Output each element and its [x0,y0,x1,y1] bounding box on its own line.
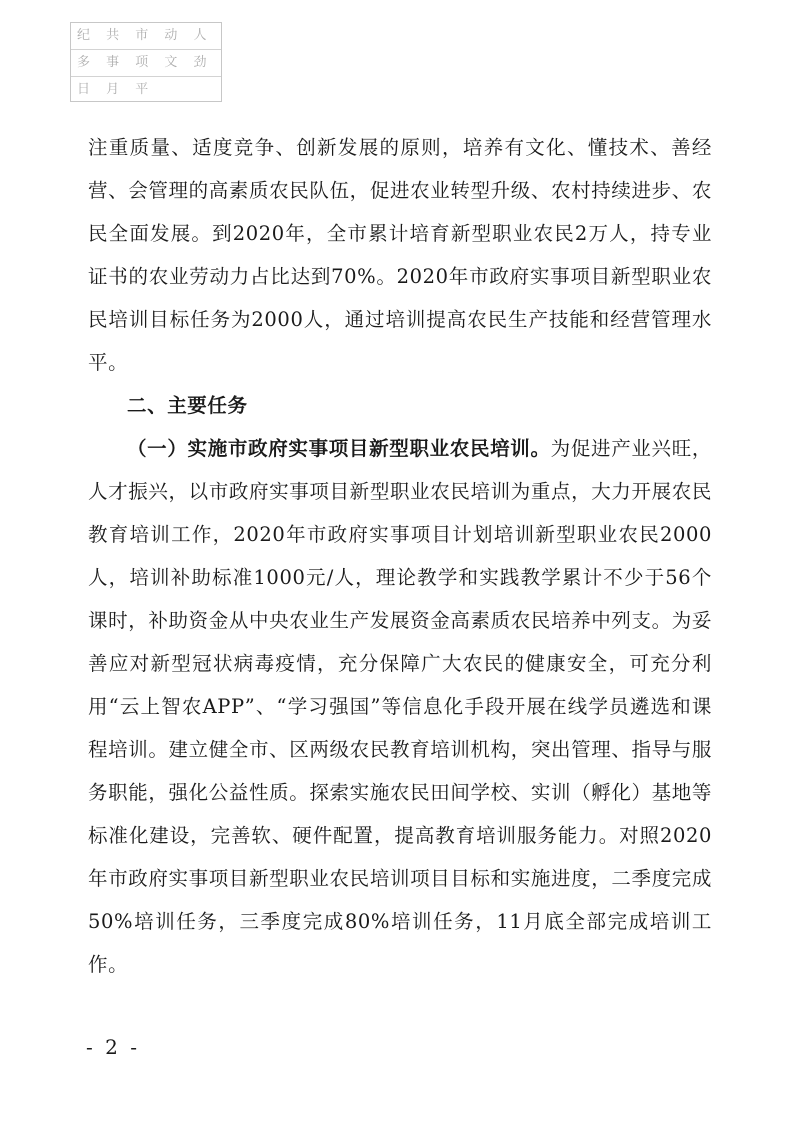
task-item-1-body: 为促进产业兴旺，人才振兴，以市政府实事项目新型职业农民培训为重点，大力开展农民教育培训工作，2020年市政府实事项目计划培训新型职业农民2000人，培训补助标准1000元/人，理论教学和实践教学累计不少于56个课时，补助资金从中央农业生产发展资金高素质农民培养中列支。为妥善应对新型冠状病毒疫情，充分保障广大农民的健康安全，可充分利用“云上智农APP”、“学习强国”等信息化手段开展在线学员遴选和课程培训。建立健全市、区两级农民教育培训机构，突出管理、指导与服务职能，强化公益性质。探索实施农民田间学校、实训（孵化）基地等标准化建设，完善软、硬件配置，提高教育培训服务能力。对照2020年市政府实事项目新型职业农民培训项目目标和实施进度，二季度完成50%培训任务，三季度完成80%培训任务，11月底全部完成培训工作。 [88,437,712,976]
task-item-1-title: （一）实施市政府实事项目新型职业农民培训。 [127,437,551,460]
intro-paragraph: 注重质量、适度竞争、创新发展的原则，培养有文化、懂技术、善经营、会管理的高素质农民队伍，促进农业转型升级、农村持续进步、农民全面发展。到2020年，全市累计培育新型职业农民2万人，持专业证书的农业劳动力占比达到70%。2020年市政府实事项目新型职业农民培训目标任务为2000人，通过培训提高农民生产技能和经营管理水平。 [88,136,712,374]
stamp-row-3: 日 月 平 [77,82,155,97]
approval-stamp [70,22,222,102]
stamp-row-2: 多 事 项 文 劲 [71,50,221,77]
document-body [88,126,712,986]
page-number: - 2 - [86,1035,140,1059]
section-heading: 二、主要任务 [127,394,248,417]
stamp-row-1: 纪 共 市 动 人 [71,23,221,50]
task-item-1 [88,427,712,986]
